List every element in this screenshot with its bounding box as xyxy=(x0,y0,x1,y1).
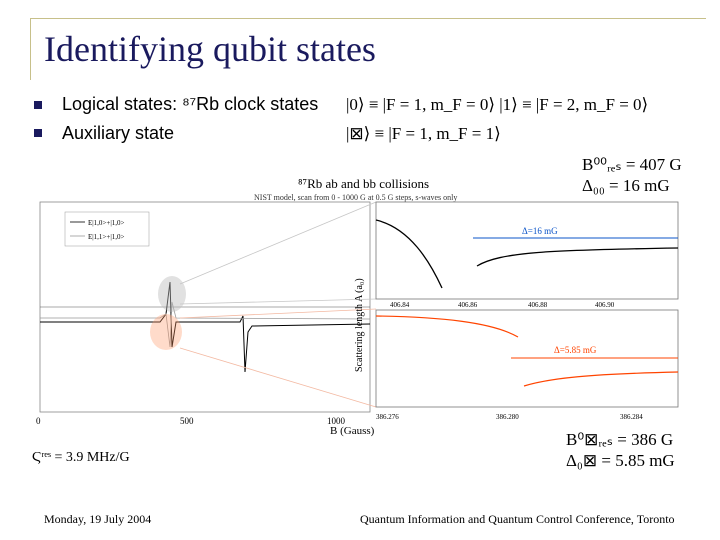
highlight-bottom xyxy=(150,314,182,350)
bullet-logical-states-math: |0⟩ ≡ |F = 1, m_F = 0⟩ |1⟩ ≡ |F = 2, m_F = 0⟩ xyxy=(346,95,649,114)
bullet-marker-icon xyxy=(34,101,42,109)
x-axis-label: B (Gauss) xyxy=(330,425,375,437)
resonance-width-0x: Δ₀⊠ = 5.85 mG xyxy=(566,451,675,470)
x-tick-top-inset: 406.90 xyxy=(595,301,615,309)
resonance-width-00: Δ₀₀ = 16 mG xyxy=(582,176,670,195)
x-tick-top-inset: 406.88 xyxy=(528,301,548,309)
bullet-auxiliary-state-math: |⊠⟩ ≡ |F = 1, m_F = 1⟩ xyxy=(346,124,501,143)
legend-entry: E|1,1>+|1,0> xyxy=(88,233,125,241)
x-tick-top-inset: 406.86 xyxy=(458,301,478,309)
x-tick-main: 0 xyxy=(36,416,41,426)
magnetic-moment-difference: Ϛʳᵉˢ = 3.9 MHz/G xyxy=(32,450,130,465)
highlight-top xyxy=(158,276,186,312)
resonance-field-0x: B⁰⊠ᵣₑₛ = 386 G xyxy=(566,430,674,449)
x-tick-bottom-inset: 386.284 xyxy=(620,413,643,421)
scattering-length-figure xyxy=(30,172,690,442)
slide-title: Identifying qubit states xyxy=(44,29,376,69)
curve-bb xyxy=(40,282,370,372)
resonance-field-00: B⁰⁰ᵣₑₛ = 407 G xyxy=(582,155,682,174)
bullet-auxiliary-state-label: Auxiliary state xyxy=(62,123,175,143)
figure-heading: ⁸⁷Rb ab and bb collisions xyxy=(298,176,430,191)
legend-entry: E|1,0>+|1,0> xyxy=(88,219,125,227)
x-tick-top-inset: 406.84 xyxy=(390,301,410,309)
x-tick-main: 1000 xyxy=(327,416,345,426)
bottom-inset-plot xyxy=(376,310,678,421)
top-inset-plot xyxy=(376,202,678,309)
x-tick-bottom-inset: 386.276 xyxy=(376,413,399,421)
figure-subheading: NIST model, scan from 0 - 1000 G at 0.5 G steps, s-waves only xyxy=(254,193,458,202)
x-tick-main: 500 xyxy=(180,416,194,426)
bullet-marker-icon xyxy=(34,129,42,137)
footer-conference: Quantum Information and Quantum Control Conference, Toronto xyxy=(360,512,675,526)
main-plot xyxy=(36,202,376,437)
y-axis-label: Scattering length A (a₀) xyxy=(354,278,365,372)
title-frame-vertical xyxy=(30,18,31,80)
bullet-logical-states-label: Logical states: ⁸⁷Rb clock states xyxy=(62,94,319,114)
delta-top-label: Δ=16 mG xyxy=(522,226,558,236)
footer-date: Monday, 19 July 2004 xyxy=(44,512,152,526)
delta-bottom-label: Δ=5.85 mG xyxy=(554,345,597,355)
title-frame-horizontal xyxy=(30,18,706,19)
x-tick-bottom-inset: 386.280 xyxy=(496,413,519,421)
